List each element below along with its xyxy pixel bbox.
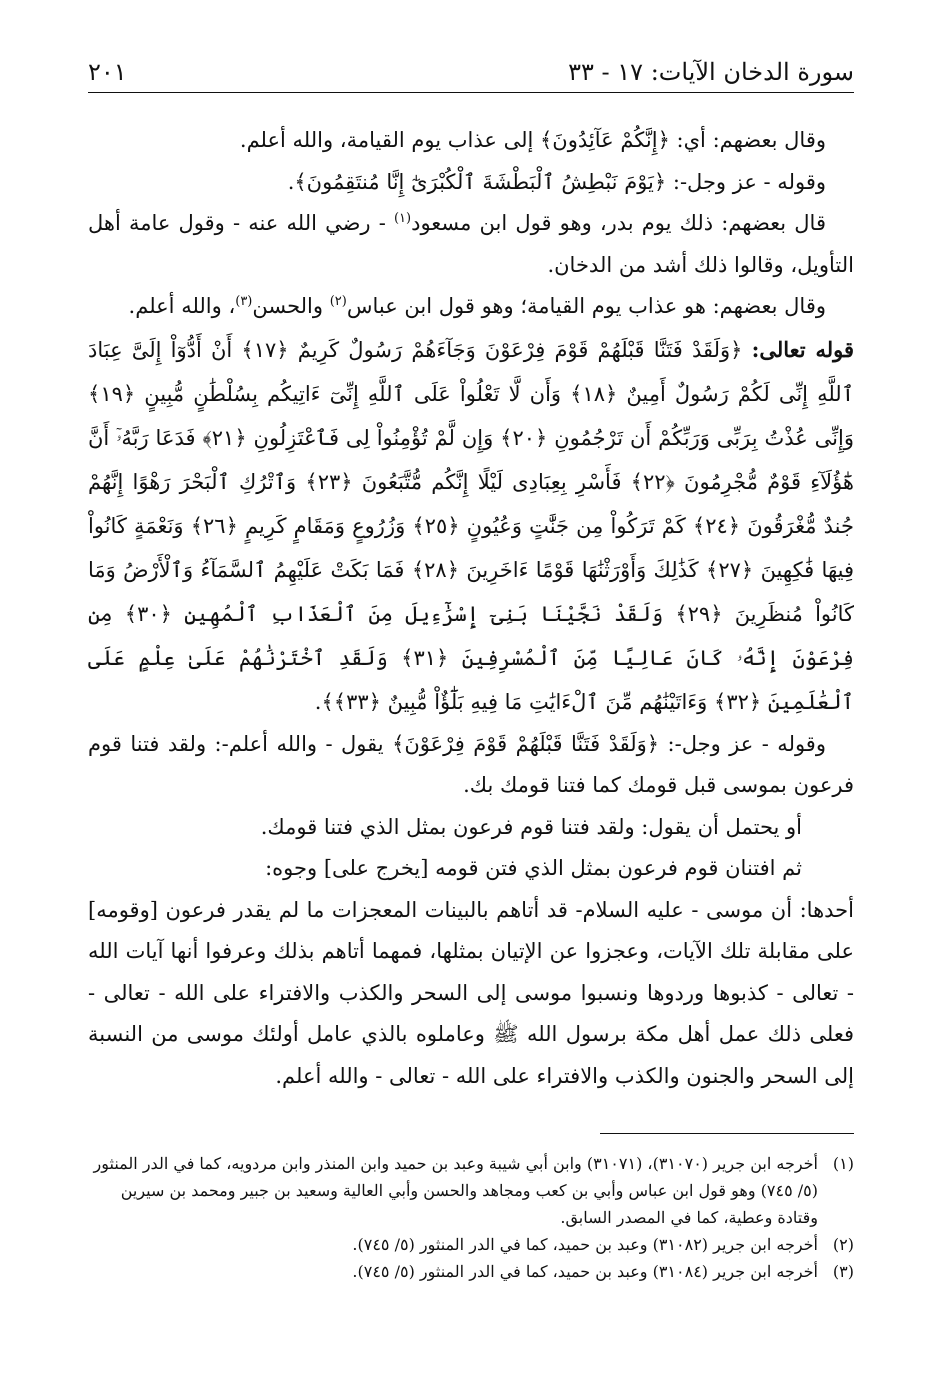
quran-verses	[88, 328, 854, 724]
footnote-text: أخرجه ابن جرير (٣١٠٨٢) وعبد بن حميد، كما في الدر المنثور (٥/ ٧٤٥).	[352, 1235, 818, 1254]
paragraph-4	[88, 286, 854, 328]
footnote-text: أخرجه ابن جرير (٣١٠٧٠)، (٣١٠٧١) وابن أبي شيبة وعبد بن حميد وابن المنذر وابن مردويه، كما في الدر المنثور (٥/ ٧٤٥) وهو قول ابن عباس وأبي بن كعب ومجاهد والحسن وأبي العالية وسعيد بن جبير ومحمد بن سيرين وقتادة وعطية، كما في المصدر السابق.	[93, 1154, 818, 1227]
paragraph-3	[88, 203, 854, 286]
footnote-ref-1: (١)	[393, 211, 412, 226]
footnote-ref-3: (٣)	[235, 294, 253, 309]
paragraph-5: وقوله - عز وجل-: ﴿وَلَقَدْ فَتَنَّا قَبْلَهُمْ قَوْمَ فِرْعَوْنَ﴾ يقول - والله أعلم-: ولقد فتنا قوم فرعون بموسى قبل قومك كما فتنا قومك بك.	[88, 731, 854, 797]
footnote-1	[88, 1150, 854, 1231]
surah-title: سورة الدخان الآيات: ١٧ - ٣٣	[568, 58, 854, 86]
quran-lead: قوله تعالى:	[751, 336, 854, 362]
paragraph-3-text-a: قال بعضهم: ذلك يوم بدر، وهو قول ابن مسعود	[411, 211, 826, 235]
footnote-number: (٢)	[832, 1235, 854, 1254]
footnote-text: أخرجه ابن جرير (٣١٠٨٤) وعبد بن حميد، كما في الدر المنثور (٥/ ٧٤٥).	[352, 1262, 818, 1281]
paragraph-4-text-c: ، والله أعلم.	[128, 294, 236, 318]
running-header	[88, 58, 854, 93]
page-number: ٢٠١	[88, 58, 127, 86]
footnote-number: (١)	[832, 1154, 854, 1173]
footnote-2	[88, 1231, 854, 1258]
footnote-separator	[600, 1133, 854, 1134]
main-text	[88, 120, 854, 1097]
paragraph-8: أحدها: أن موسى - عليه السلام- قد أتاهم بالبينات المعجزات ما لم يقدر فرعون [وقومه] على مقابلة تلك الآيات، وعجزوا عن الإتيان بمثلها، فمهما أتاهم بذلك وعرفوا أنها آيات الله - تعالى - كذبوها وردوها ونسبوا موسى إلى السحر والكذب والافتراء على الله - تعالى - فعلى ذلك عمل أهل مكة برسول الله ﷺ وعاملوه بالذي عامل أولئك موسى من النسبة إلى السحر والجنون والكذب والافتراء على الله - تعالى - والله أعلم.	[88, 897, 854, 1088]
paragraph-2: وقوله - عز وجل-: ﴿يَوْمَ نَبْطِشُ ٱلْبَطْشَةَ ٱلْكُبْرَىٰٓ إِنَّا مُنتَقِمُونَ﴾.	[287, 169, 826, 194]
footnote-3	[88, 1258, 854, 1285]
footnote-number: (٣)	[832, 1262, 854, 1281]
paragraph-3-text-b: - رضي الله عنه - وقول عامة أهل التأويل، وقالوا ذلك أشد من الدخان.	[88, 211, 854, 277]
quran-text: ﴿وَلَقَدْ فَتَنَّا قَبْلَهُمْ قَوْمَ فِرْعَوْنَ وَجَآءَهُمْ رَسُولٌ كَرِيمٌ ﴿١٧﴾ أَنْ أَدُّوٓاْ إِلَىَّ عِبَادَ ٱللَّهِ إِنِّى لَكُمْ رَسُولٌ أَمِينٌ ﴿١٨﴾ وَأَن لَّا تَعْلُواْ عَلَى ٱللَّهِ إِنِّىٓ ءَاتِيكُم بِسُلْطَٰنٍ مُّبِينٍ ﴿١٩﴾ وَإِنِّى عُذْتُ بِرَبِّى وَرَبِّكُمْ أَن تَرْجُمُونِ ﴿٢٠﴾ وَإِن لَّمْ تُؤْمِنُواْ لِى فَٱعْتَزِلُونِ ﴿٢١﴾ فَدَعَا رَبَّهُۥٓ أَنَّ هَٰٓؤُلَآءِ قَوْمٌ مُّجْرِمُونَ ﴿٢٢﴾ فَأَسْرِ بِعِبَادِى لَيْلًا إِنَّكُم مُّتَّبَعُونَ ﴿٢٣﴾ وَٱتْرُكِ ٱلْبَحْرَ رَهْوًا إِنَّهُمْ جُندٌ مُّغْرَقُونَ ﴿٢٤﴾ كَمْ تَرَكُواْ مِن جَنَّٰتٍ وَعُيُونٍ ﴿٢٥﴾ وَزُرُوعٍ وَمَقَامٍ كَرِيمٍ ﴿٢٦﴾ وَنَعْمَةٍ كَانُواْ فِيهَا فَٰكِهِينَ ﴿٢٧﴾ كَذَٰلِكَ وَأَوْرَثْنَٰهَا قَوْمًا ءَاخَرِينَ ﴿٢٨﴾ فَمَا بَكَتْ عَلَيْهِمُ ٱلسَّمَآءُ وَٱلْأَرْضُ وَمَا كَانُواْ مُنظَرِينَ ﴿٢٩﴾ وَلَقَدْ نَجَّيْنَا بَنِىٓ إِسْرَٰٓءِيلَ مِنَ ٱلْعَذَابِ ٱلْمُهِينِ ﴿٣٠﴾ مِن فِرْعَوْنَ إِنَّهُۥ كَانَ عَالِيًا مِّنَ ٱلْمُسْرِفِينَ ﴿٣١﴾ وَلَقَدِ ٱخْتَرْنَٰهُمْ عَلَىٰ عِلْمٍ عَلَى ٱلْعَٰلَمِينَ ﴿٣٢﴾ وَءَاتَيْنَٰهُم مِّنَ ٱلْءَايَٰتِ مَا فِيهِ بَلَٰٓؤٌاْ مُّبِينٌ ﴿٣٣﴾﴾.	[88, 337, 855, 714]
footnote-ref-2: (٢)	[329, 294, 347, 309]
footnotes	[88, 1150, 854, 1285]
paragraph-4-text-b: والحسن	[252, 294, 330, 318]
paragraph-6: أو يحتمل أن يقول: ولقد فتنا قوم فرعون بمثل الذي فتنا قومك.	[260, 814, 802, 839]
paragraph-7: ثم افتنان قوم فرعون بمثل الذي فتن قومه [يخرج على] وجوه:	[265, 856, 802, 880]
paragraph-4-text-a: وقال بعضهم: هو عذاب يوم القيامة؛ وهو قول ابن عباس	[346, 294, 826, 318]
paragraph-1: وقال بعضهم: أي: ﴿إِنَّكُمْ عَآئِدُونَ﴾ إلى عذاب يوم القيامة، والله أعلم.	[239, 128, 826, 152]
